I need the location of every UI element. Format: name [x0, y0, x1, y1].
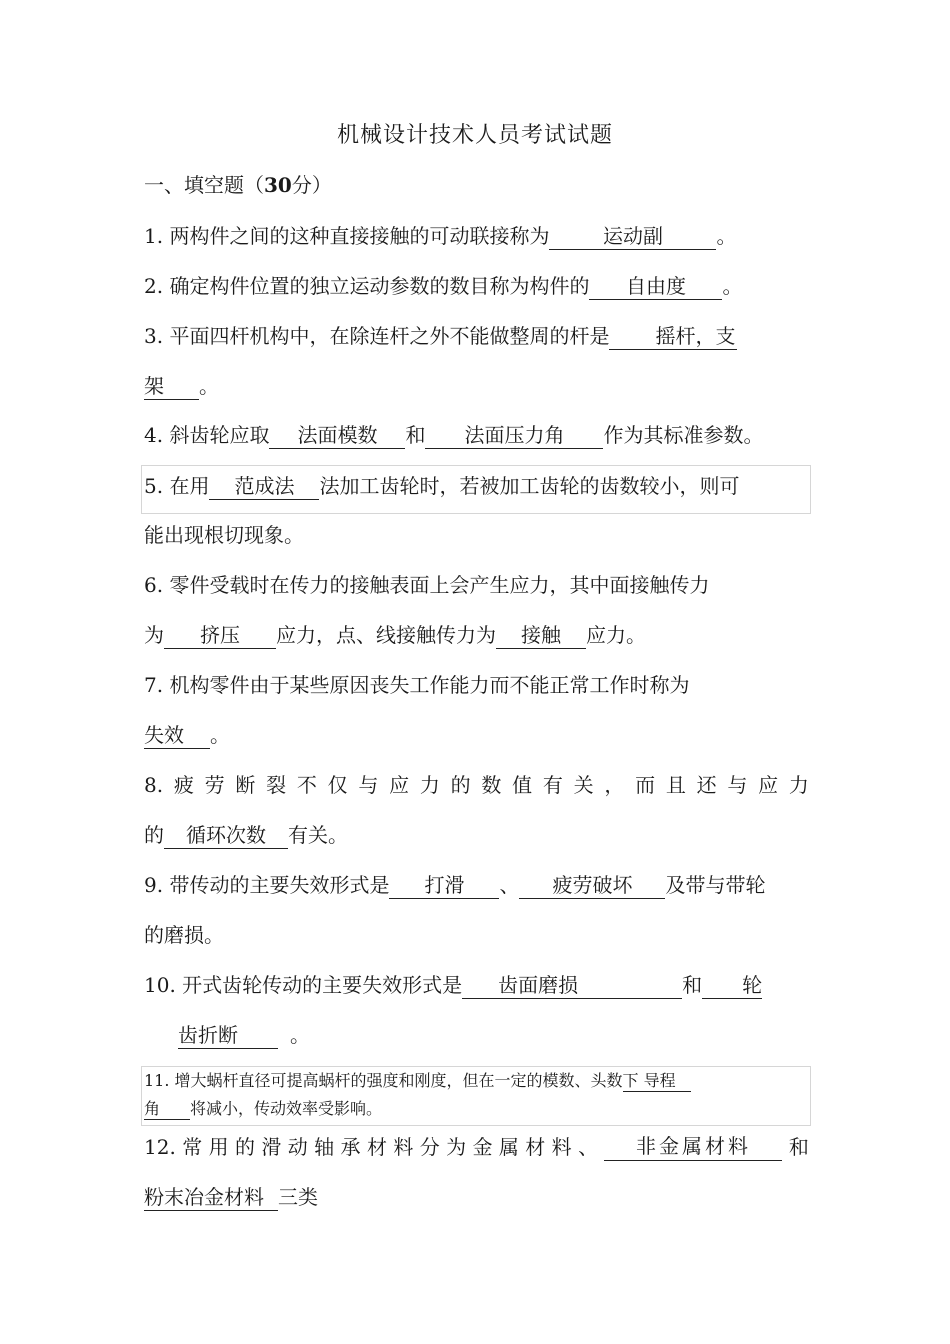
- answer-blank: 摇杆，支: [609, 323, 737, 350]
- question-7-cont: 失效 。: [144, 723, 230, 747]
- question-12: 12. 常 用 的 滑 动 轴 承 材 料 分 为 金 属 材 料 、 非金属材料 和: [144, 1134, 809, 1159]
- answer-blank: 粉末冶金材料: [144, 1184, 278, 1211]
- section-score: 30: [264, 173, 292, 197]
- answer-blank: 疲劳破坏: [519, 872, 665, 899]
- question-9: 9. 带传动的主要失效形式是 打滑 、 疲劳破坏 及带与带轮: [144, 873, 766, 897]
- question-5-cont: 能出现根切现象。: [144, 523, 304, 547]
- answer-blank: 下 导程: [623, 1071, 691, 1092]
- answer-blank: 角: [144, 1099, 190, 1120]
- answer-blank: 循环次数: [164, 822, 288, 849]
- page-title: 机械设计技术人员考试试题: [336, 123, 613, 148]
- question-2: 2. 确定构件位置的独立运动参数的数目称为构件的 自由度 。: [144, 274, 743, 298]
- question-3-cont: 架 。: [144, 374, 219, 398]
- answer-blank: 挤压: [164, 622, 276, 649]
- answer-blank: 范成法: [209, 473, 319, 500]
- question-7: 7. 机构零件由于某些原因丧失工作能力而不能正常工作时称为: [144, 673, 690, 697]
- answer-blank: 法面压力角: [425, 422, 603, 449]
- question-10-cont: 齿折断 。: [178, 1023, 310, 1047]
- answer-blank: 齿折断: [178, 1022, 278, 1049]
- question-9-cont: 的磨损。: [144, 923, 224, 947]
- answer-blank: 法面模数: [269, 422, 405, 449]
- question-6-cont: 为 挤压 应力，点、线接触传力为 接触 应力。: [144, 623, 646, 647]
- answer-blank: 非金属材料: [604, 1133, 782, 1161]
- question-5: 5. 在用 范成法 法加工齿轮时，若被加工齿轮的齿数较小，则可: [144, 474, 740, 498]
- answer-blank: 轮: [702, 972, 762, 999]
- question-4: 4. 斜齿轮应取 法面模数 和 法面压力角 作为其标准参数。: [144, 423, 764, 447]
- section-heading: 一、填空题（30分）: [144, 173, 332, 197]
- question-10: 10. 开式齿轮传动的主要失效形式是 齿面磨损 和 轮: [144, 973, 763, 997]
- answer-blank: 架: [144, 373, 199, 400]
- question-12-cont: 粉末冶金材料 三类: [144, 1185, 318, 1209]
- answer-blank: 自由度: [589, 273, 722, 300]
- answer-blank: 运动副: [549, 223, 716, 250]
- answer-blank: 打滑: [389, 872, 499, 899]
- answer-blank: 接触: [496, 622, 586, 649]
- question-6: 6. 零件受载时在传力的接触表面上会产生应力，其中面接触传力: [144, 573, 710, 597]
- question-11-cont: 角 将减小，传动效率受影响。: [144, 1099, 383, 1118]
- question-3: 3. 平面四杆机构中，在除连杆之外不能做整周的杆是 摇杆，支: [144, 324, 736, 348]
- question-11: 11. 增大蜗杆直径可提高蜗杆的强度和刚度，但在一定的模数、头数下 导程: [144, 1070, 809, 1092]
- question-8-cont: 的 循环次数 有关。: [144, 823, 348, 847]
- answer-blank: 失效: [144, 722, 210, 749]
- question-8: 8. 疲 劳 断 裂 不 仅 与 应 力 的 数 值 有 关 ， 而 且 还 与 应 力: [144, 773, 809, 797]
- answer-blank: 齿面磨损: [462, 972, 682, 999]
- question-1: 1. 两构件之间的这种直接接触的可动联接称为 运动副 。: [144, 224, 737, 248]
